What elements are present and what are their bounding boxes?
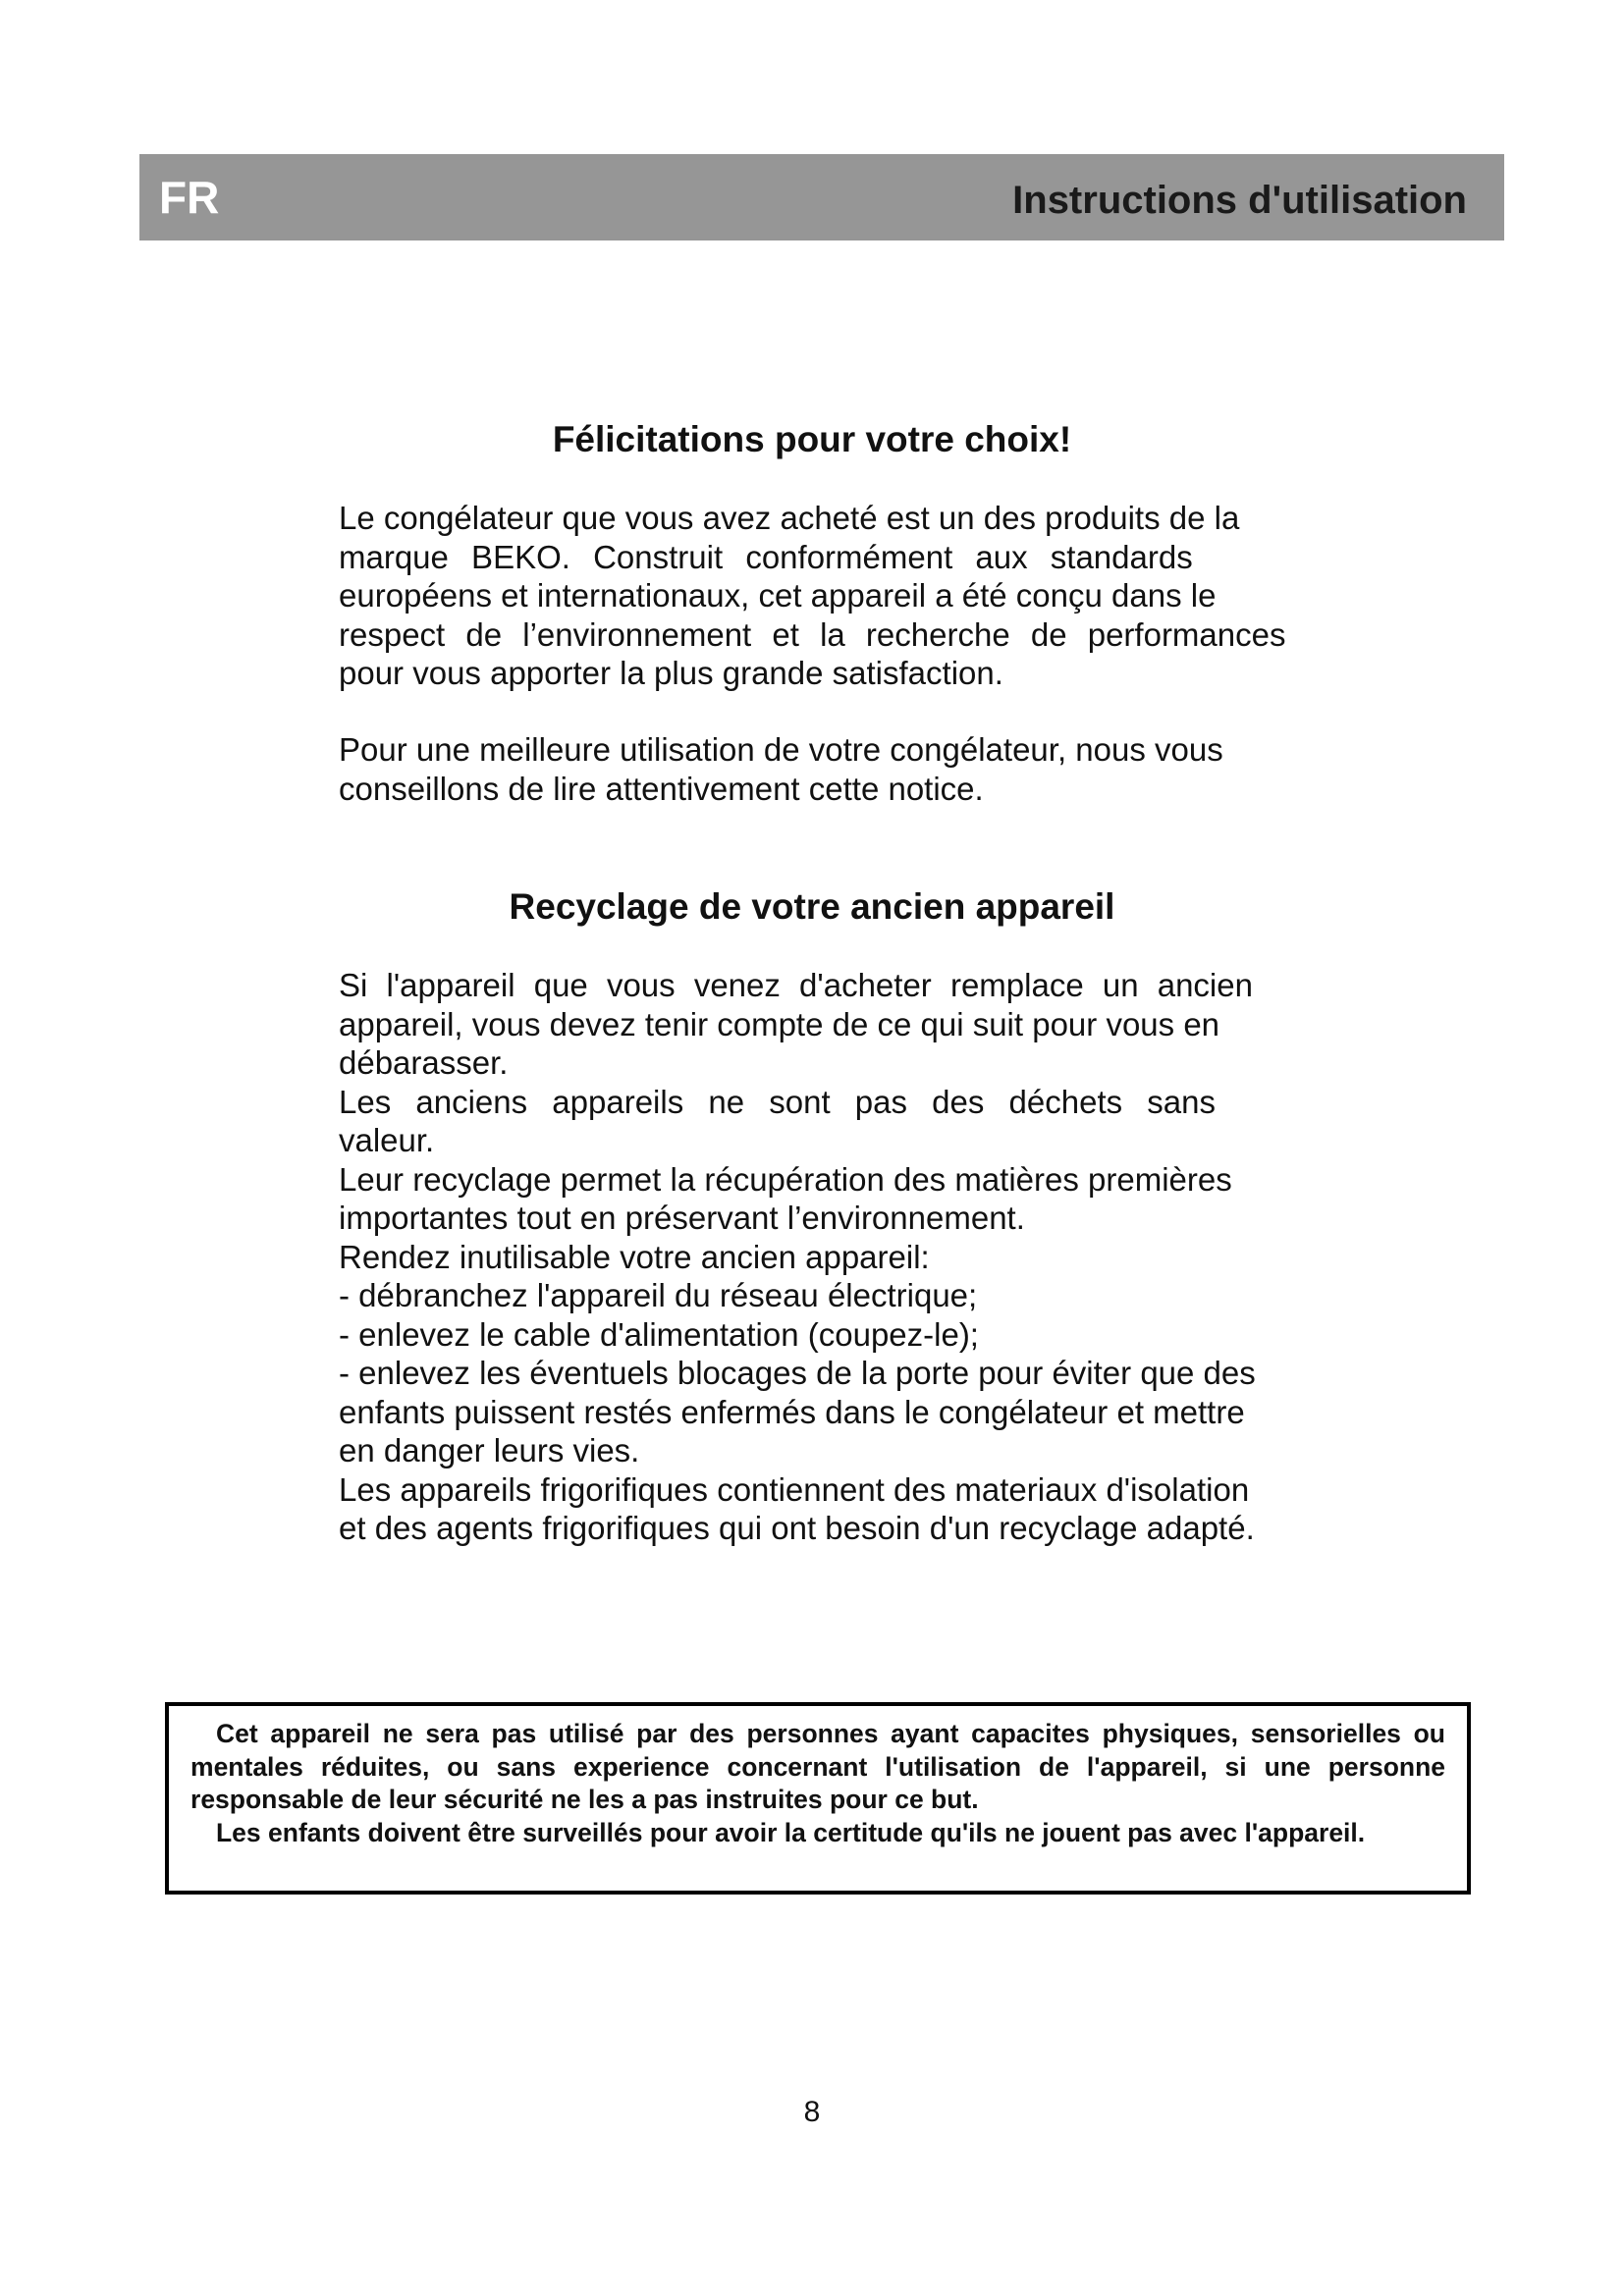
text-line: respect de l’environnement et la recherche de performances: [339, 615, 1286, 653]
document-title: Instructions d'utilisation: [1012, 179, 1467, 222]
text-line: enfants puissent restés enfermés dans le congélateur et mettre: [339, 1393, 1245, 1430]
children-warning-text: Les enfants doivent être surveillés pour avoir la certitude qu'ils ne jouent pas avec l'appareil.: [216, 1817, 1366, 1847]
list-item: - enlevez les éventuels blocages de la porte pour éviter que des: [339, 1355, 1256, 1391]
text-line: importantes tout en préservant l’environnement.: [339, 1200, 1025, 1236]
text-line: marque BEKO. Construit conformément aux standards: [339, 538, 1193, 575]
reading-advice-paragraph: [339, 730, 1311, 808]
text-line: Rendez inutilisable votre ancien appareil:: [339, 1238, 930, 1275]
safety-warning-text: Cet appareil ne sera pas utilisé par des personnes ayant capacites physiques, sensorielles ou mentales réduites, ou sans experience concernant l'utilisation de l'appareil, si une personne responsable de leur sécurité ne les a pas instruites pour ce but.: [190, 1719, 1445, 1814]
list-item: - enlevez le cable d'alimentation (coupez-le);: [339, 1315, 979, 1353]
text-line: Les anciens appareils ne sont pas des déchets sans valeur.: [339, 1083, 1216, 1158]
list-item: - débranchez l'appareil du réseau électrique;: [339, 1277, 978, 1313]
text-line: et des agents frigorifiques qui ont besoin d'un recyclage adapté.: [339, 1510, 1255, 1546]
text-line: Le congélateur que vous avez acheté est un des produits de la: [339, 500, 1240, 536]
text-line: appareil, vous devez tenir compte de ce qui suit pour vous en: [339, 1005, 1220, 1042]
recycling-heading: Recyclage de votre ancien appareil: [509, 886, 1115, 927]
text-line: Pour une meilleure utilisation de votre congélateur, nous vous: [339, 731, 1223, 768]
text-line: conseillons de lire attentivement cette notice.: [339, 770, 984, 807]
text-line: Si l'appareil que vous venez d'acheter remplace un ancien: [339, 967, 1253, 1003]
text-line: Leur recyclage permet la récupération des matières premières: [339, 1160, 1232, 1198]
text-line: Les appareils frigorifiques contiennent des materiaux d'isolation: [339, 1470, 1250, 1508]
text-line: pour vous apporter la plus grande satisfaction.: [339, 655, 1003, 691]
text-line: en danger leurs vies.: [339, 1432, 640, 1468]
safety-warning-box: [165, 1702, 1471, 1895]
page-number: 8: [803, 2096, 821, 2128]
welcome-paragraph: [339, 499, 1311, 693]
welcome-heading: Félicitations pour votre choix!: [552, 419, 1072, 459]
text-line: européens et internationaux, cet appareil a été conçu dans le: [339, 577, 1217, 614]
language-code: FR: [159, 172, 220, 223]
header-bar: [139, 154, 1504, 240]
text-line: débarasser.: [339, 1044, 509, 1081]
recycling-paragraph: [339, 966, 1311, 1548]
